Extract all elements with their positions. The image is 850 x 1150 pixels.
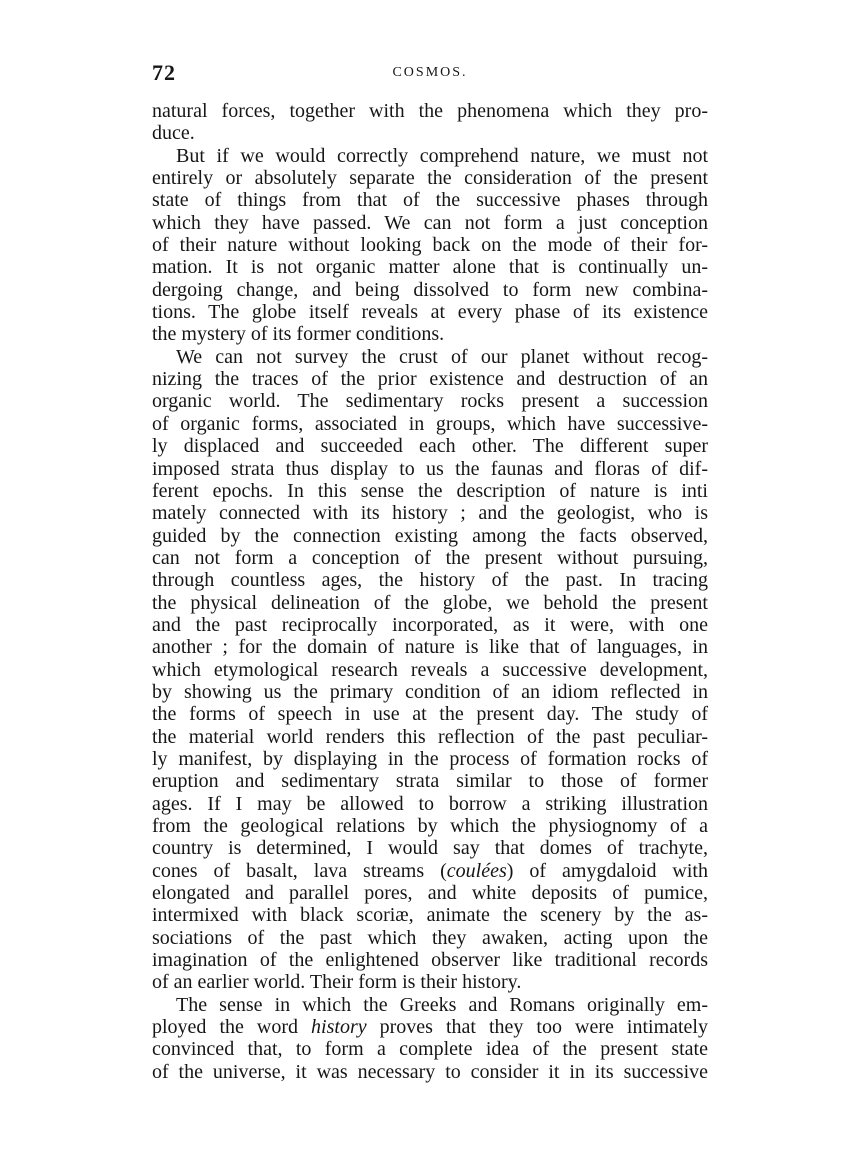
text-line: nizing the traces of the prior existence and destruction of an (152, 368, 708, 391)
text-line: the material world renders this reflection of the past peculiar- (152, 725, 708, 748)
text-line: of their nature without looking back on the mode of their for- (152, 234, 708, 257)
text-line: mately connected with its history ; and the geologist, who is (152, 502, 708, 525)
text-line: guided by the connection existing among the facts observed, (152, 524, 708, 547)
text-line: another ; for the domain of nature is like that of languages, in (152, 636, 708, 659)
text-line: the forms of speech in use at the present day. The study of (152, 703, 708, 726)
text-line: through countless ages, the history of the past. In tracing (152, 569, 708, 592)
text-line: and the past reciprocally incorporated, as it were, with one (152, 613, 708, 636)
text-line: which etymological research reveals a successive development, (152, 658, 708, 681)
text-line: from the geological relations by which the physiognomy of a (152, 815, 708, 837)
text-line: imagination of the enlightened observer like traditional records (152, 949, 708, 972)
text-line: the mystery of its former conditions. (152, 323, 445, 346)
text-line: ly manifest, by displaying in the process of formation rocks of (152, 747, 708, 770)
text-line: dergoing change, and being dissolved to form new combina- (152, 278, 708, 301)
text-line: by showing us the primary condition of an idiom reflected in (152, 680, 708, 703)
text-line: natural forces, together with the phenomena which they pro- (152, 100, 708, 122)
text-line: ployed the word history proves that they too were intimately (152, 1016, 708, 1039)
text-line: tions. The globe itself reveals at every phase of its existence (152, 301, 708, 324)
text-line: convinced that, to form a complete idea of the present state (152, 1038, 708, 1061)
text-line: cones of basalt, lava streams (coulées) of amygdaloid with (152, 859, 708, 882)
text-line: eruption and sedimentary strata similar to those of former (152, 770, 708, 793)
text-line: mation. It is not organic matter alone that is continually un- (152, 256, 708, 279)
text-line: ages. If I may be allowed to borrow a striking illustration (152, 792, 708, 815)
text-line: duce. (152, 122, 195, 145)
text-line: sociations of the past which they awaken, acting upon the (152, 926, 708, 949)
running-title: COSMOS. (392, 65, 468, 80)
text-line: of an earlier world. Their form is their history. (152, 971, 522, 994)
text-line: the physical delineation of the globe, we behold the present (152, 591, 708, 614)
text-line: country is determined, I would say that domes of trachyte, (152, 837, 708, 860)
page-number: 72 (152, 60, 176, 85)
text-line: ferent epochs. In this sense the description of nature is inti (152, 479, 708, 502)
text-line: But if we would correctly comprehend nature, we must not (176, 144, 708, 167)
text-line: of organic forms, associated in groups, which have successive- (152, 412, 708, 435)
text-line: which they have passed. We can not form a just conception (152, 211, 708, 234)
text-line: The sense in which the Greeks and Romans originally em- (176, 993, 708, 1016)
text-line: imposed strata thus display to us the faunas and floras of dif- (152, 457, 708, 480)
text-line: organic world. The sedimentary rocks present a succession (152, 390, 708, 413)
body-text (152, 100, 708, 1083)
text-line: elongated and parallel pores, and white deposits of pumice, (152, 882, 708, 905)
text-line: state of things from that of the successive phases through (152, 189, 708, 212)
text-line: ly displaced and succeeded each other. The different super (152, 435, 708, 458)
text-line: of the universe, it was necessary to consider it in its successive (152, 1060, 708, 1083)
text-line: We can not survey the crust of our planet without recog- (176, 345, 708, 368)
page-header (152, 60, 708, 90)
text-line: can not form a conception of the present without pursuing, (152, 546, 708, 569)
text-line: intermixed with black scoriæ, animate the scenery by the as- (152, 904, 708, 927)
text-line: entirely or absolutely separate the consideration of the present (152, 167, 708, 190)
